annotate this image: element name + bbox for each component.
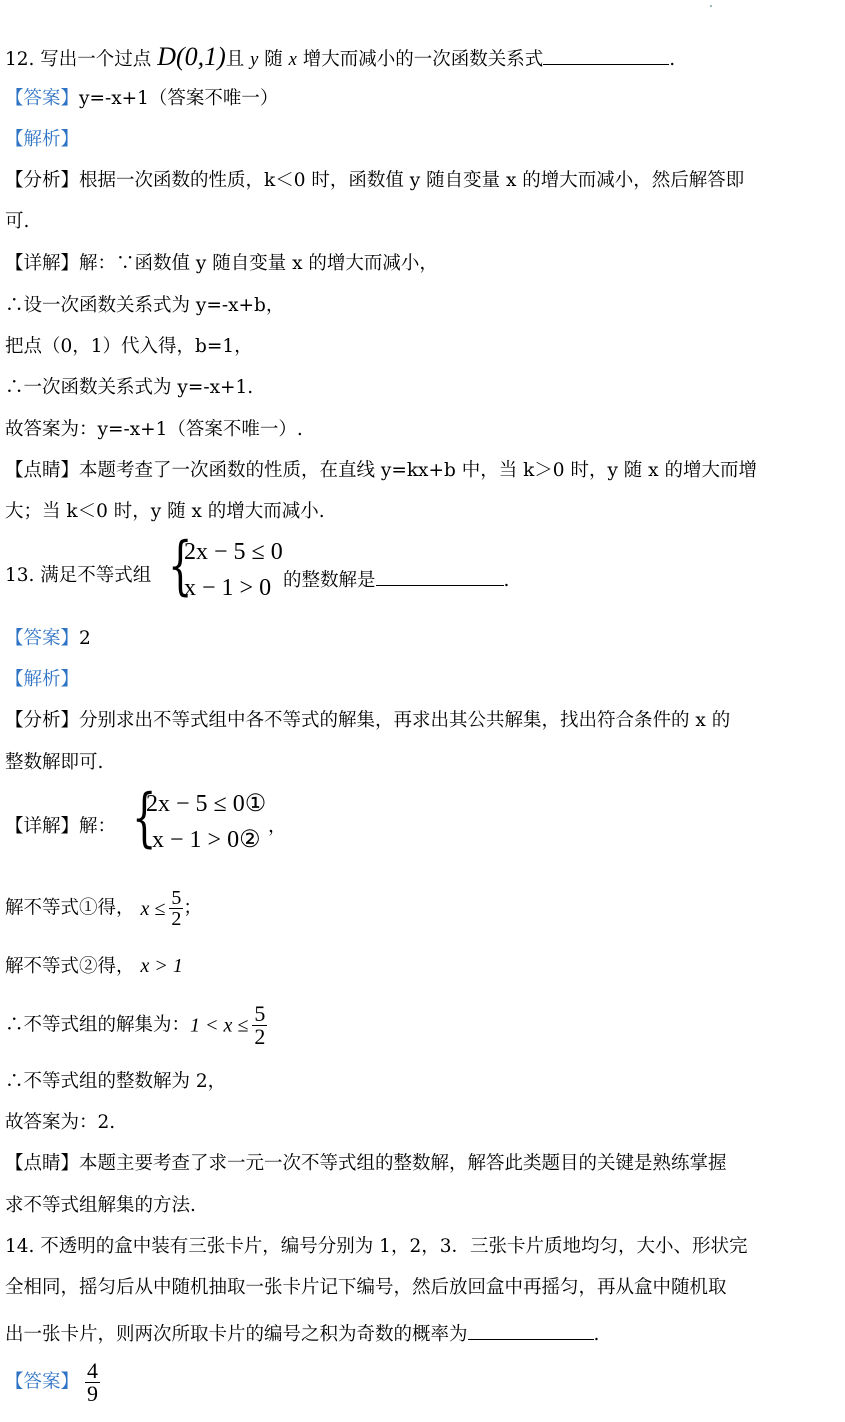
q12-dianjing	[5, 462, 757, 481]
q13-prefix: 13. 满足不等式组	[5, 565, 152, 586]
q12-mid3: 增大而减小的一次函数关系式	[296, 49, 544, 70]
q13-s1-text: 解不等式①得，	[5, 897, 135, 919]
q12-xj-4: ∴一次函数关系式为 y=-x+1.	[5, 377, 254, 398]
q12-fenxi	[5, 172, 744, 191]
scan-speck	[710, 5, 712, 7]
q13-system	[168, 529, 283, 608]
q13-xj-system	[132, 781, 272, 860]
q12-xj-2: ∴设一次函数关系式为 y=-x+b，	[5, 295, 285, 316]
q14-line-2: 全相同，摇匀后从中随机抽取一张卡片记下编号，然后放回盒中再摇匀，再从盒中随机取	[5, 1277, 727, 1298]
q13-s3-math: 1 < x ≤	[190, 1014, 249, 1037]
q12-fenxi-1: 根据一次函数的性质，k＜0 时，函数值 y 随自变量 x 的增大而减小，然后解答即	[79, 170, 745, 191]
q12-dj-1: 本题考查了一次函数的性质，在直线 y=kx+b 中，当 k＞0 时，y 随 x 的增大而增	[79, 460, 757, 481]
q13-step-4: ∴不等式组的整数解为 2，	[5, 1071, 227, 1092]
q13-end: .	[503, 570, 510, 591]
fenxi-tag: 【分析】	[5, 170, 80, 191]
frac-denominator: 9	[87, 1381, 99, 1406]
analysis-tag: 【解析】	[5, 129, 80, 150]
q13-step-5: 故答案为：2.	[5, 1112, 116, 1133]
q12-answer-text: y=-x+1（答案不唯一）	[79, 88, 279, 109]
q12-answer	[5, 90, 278, 109]
q13-xj-ineq-2: x − 1 > 0②	[152, 827, 261, 853]
q12-stem	[5, 44, 675, 70]
brace-icon: {	[168, 529, 193, 603]
q12-xj-1: 解：∵函数值 y 随自变量 x 的增大而减小，	[79, 253, 438, 274]
q12-xiangjie	[5, 255, 438, 274]
q13-xj-lead: 解：	[79, 816, 117, 837]
q13-ineq-1: 2x − 5 ≤ 0	[184, 539, 283, 565]
analysis-tag: 【解析】	[5, 669, 80, 690]
q13-xj-ineq-1: 2x − 5 ≤ 0①	[146, 791, 267, 817]
q13-answer	[5, 630, 91, 649]
q13-stem-end	[283, 567, 509, 591]
frac-denominator: 2	[171, 908, 182, 930]
q13-step-3	[5, 1003, 267, 1048]
q12-var-y: y	[250, 50, 259, 70]
q13-ineq-2: x − 1 > 0	[184, 575, 272, 601]
q13-step-1	[5, 888, 202, 929]
q13-fenxi-1: 分别求出不等式组中各不等式的解集，再求出其公共解集，找出符合条件的 x 的	[79, 710, 731, 731]
q12-answer-blank	[543, 46, 669, 65]
answer-tag: 【答案】	[5, 88, 80, 109]
q12-xj-3: 把点（0，1）代入得，b=1，	[5, 336, 253, 357]
q14-line-1: 14. 不透明的盒中装有三张卡片，编号分别为 1，2，3．三张卡片质地均匀，大小、形状完	[5, 1236, 748, 1257]
q13-s1-end: ；	[183, 897, 202, 919]
frac-numerator: 4	[87, 1358, 99, 1383]
q13-s2-text: 解不等式②得，	[5, 956, 135, 977]
frac-numerator: 5	[171, 887, 182, 909]
q13-answer-text: 2	[79, 628, 91, 649]
q12-xj-5: 故答案为：y=-x+1（答案不唯一）.	[5, 419, 303, 440]
q14-line-3-text: 出一张卡片，则两次所取卡片的编号之积为奇数的概率为	[5, 1324, 468, 1345]
q12-mid1: 且	[225, 49, 251, 70]
xiangjie-tag: 【详解】	[5, 816, 80, 837]
q14-answer-blank	[468, 1321, 594, 1340]
q14-answer-fraction	[85, 1360, 100, 1405]
q12-point: D(0,1)	[157, 42, 226, 71]
q14-line-3	[5, 1321, 599, 1345]
q14-end: .	[593, 1324, 600, 1345]
q12-prefix: 12. 写出一个过点	[5, 49, 158, 70]
q13-s3-text: ∴不等式组的解集为：	[5, 1014, 191, 1036]
q12-mid2: 随	[258, 49, 289, 70]
xiangjie-tag: 【详解】	[5, 253, 80, 274]
q13-dj-2: 求不等式组解集的方法.	[5, 1195, 196, 1216]
brace-icon: {	[132, 781, 157, 855]
answer-tag: 【答案】	[5, 628, 80, 649]
q13-dianjing	[5, 1155, 727, 1174]
q13-fenxi	[5, 712, 730, 731]
q13-s2-math: x > 1	[140, 955, 183, 977]
q13-suffix: 的整数解是	[283, 570, 376, 591]
fenxi-tag: 【分析】	[5, 710, 80, 731]
q13-fenxi-2: 整数解即可.	[5, 752, 104, 773]
q13-answer-blank	[376, 567, 504, 586]
q13-xiangjie	[5, 818, 116, 837]
q13-xj-comma: ，	[268, 816, 287, 837]
q12-var-x: x	[288, 50, 297, 70]
q12-dj-2: 大；当 k＜0 时，y 随 x 的增大而减小.	[5, 501, 325, 522]
q13-dj-1: 本题主要考查了求一元一次不等式组的整数解，解答此类题目的关键是熟练掌握	[79, 1153, 727, 1174]
q14-answer	[5, 1360, 100, 1405]
dianjing-tag: 【点睛】	[5, 1153, 80, 1174]
q13-step-2	[5, 956, 183, 977]
q13-s3-fraction	[252, 1003, 267, 1048]
q13-s1-fraction	[169, 888, 183, 929]
q12-fenxi-2: 可.	[5, 211, 30, 232]
frac-numerator: 5	[254, 1001, 266, 1026]
frac-denominator: 2	[254, 1024, 266, 1049]
q13-s1-math: x ≤	[140, 897, 166, 920]
answer-tag: 【答案】	[5, 1371, 80, 1393]
q12-end: .	[669, 49, 676, 70]
dianjing-tag: 【点睛】	[5, 460, 80, 481]
